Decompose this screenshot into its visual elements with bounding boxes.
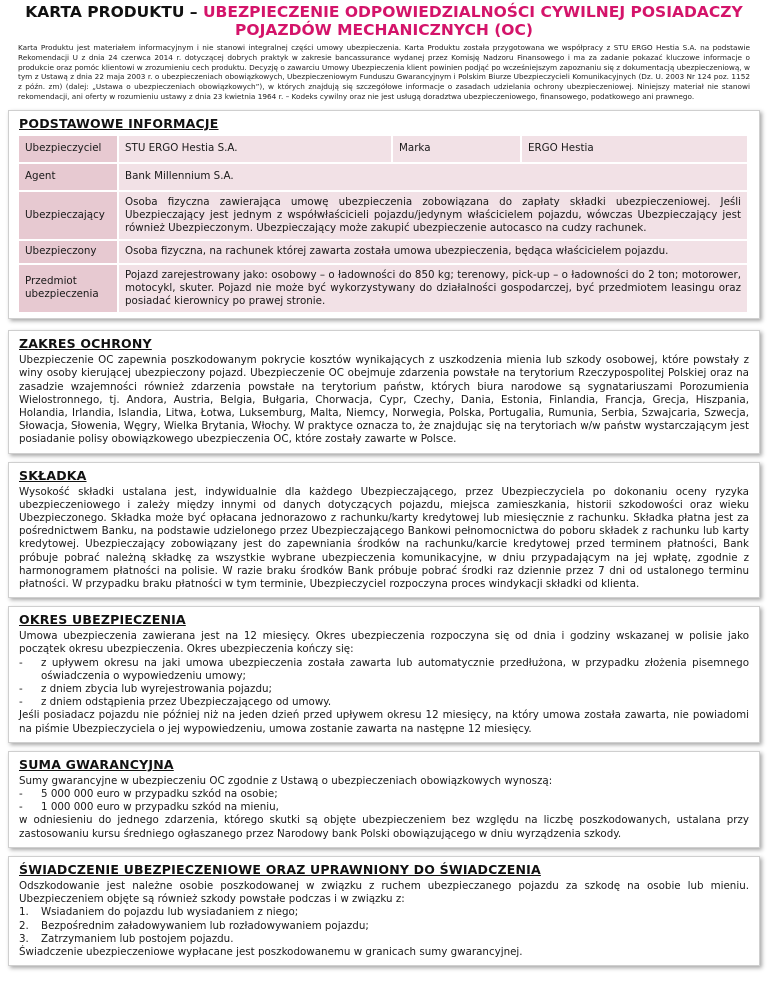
list-text: Wsiadaniem do pojazdu lub wysiadaniem z niego; [41,906,299,919]
section-guarantee-sum [8,751,760,848]
insurer-label: Ubezpieczyciel [19,136,119,162]
section-benefit [8,856,760,966]
list-text: 5 000 000 euro w przypadku szkód na osobie; [41,788,278,801]
list-marker: 2. [19,919,29,932]
section-basic-info [8,110,760,319]
subject-value: Pojazd zarejestrowany jako: osobowy – o ładowności do 850 kg; terenowy, pick-up – o ładowności do 2 ton; motorower, motocykl, skuter. Pojazd nie może być wykorzystywany do działalności gospodarczej, być przedmiotem leasingu oraz posiadać kierownicy po prawej stronie. [119,265,749,313]
list-item [19,788,749,801]
title-prefix: KARTA PRODUKTU – [25,3,203,21]
brand-label: Marka [393,136,522,162]
coverage-text: Ubezpieczenie OC zapewnia poszkodowanym pokrycie kosztów wynikających z uszkodzenia mienia lub szkody osobowej, które powstały z winy osoby kierującej ubezpieczony pojazd. Ubezpieczenie OC obejmuje zdarzenia powstałe na terytorium Rzeczypospolitej Polskiej oraz na zasadzie wzajemności również zdarzenia powstałe na terytorium państw, których biura narodowe są sygnatariuszami Porozumienia Wielostronnego, tj. Andora, Austria, Belgia, Bułgaria, Chorwacja, Cypr, Czechy, Dania, Estonia, Finlandia, Francja, Grecja, Hiszpania, Holandia, Irlandia, Islandia, Litwa, Łotwa, Luksemburg, Malta, Niemcy, Norwegia, Polska, Portugalia, Rumunia, Serbia, Szwajcaria, Szwecja, Słowacja, Słowenia, Węgry, Wielka Brytania, Włochy. W praktyce oznacza to, że znajdując się na terytoriach w/w państw wystarczającym jest posiadanie polisy obowiązkowego ubezpieczenia OC, które zostały zawarte w Polsce. [19,354,749,446]
list-marker: - [19,801,23,814]
section-title: PODSTAWOWE INFORMACJE [19,115,219,131]
basic-info-table [19,134,749,314]
premium-text: Wysokość składki ustalana jest, indywidualnie dla każdego Ubezpieczającego, przez Ubezpieczyciela po dokonaniu oceny ryzyka ubezpieczeniowego i zależy między innymi od danych dotyczących pojazdu, miejsca zamieszkania, historii szkodowości oraz wieku Ubezpieczonego. Składka może być opłacana jednorazowo z rachunku/karty kredytowej lub miesięcznie z rachunku. Składka płatna jest za pośrednictwem Banku, na podstawie udzielonego przez Ubezpieczającego Bankowi pełnomocnictwa do poboru składek z rachunku lub karty kredytowej. Ubezpieczający zobowiązany jest do zapewniania środków na rachunku/karcie kredytowej przed terminem płatności, Bank próbuje pobrać należną składkę za wszystkie wybrane ubezpieczenia komunikacyjne, w dniu przypadającym na jej wpłatę, zgodnie z harmonogramem płatności na polisie. W razie braku środków Bank próbuje pobrać środki raz dziennie przez 7 dni od ustalonego terminu płatności. W przypadku braku płatności w tym terminie, Ubezpieczyciel rozpoczyna proces windykacji składki od klienta. [19,485,749,591]
list-marker: - [19,696,23,709]
agent-label: Agent [19,164,119,190]
list-text: z upływem okresu na jaki umowa ubezpieczenia została zawarta lub automatycznie przedłużona, w przypadku złożenia pisemnego oświadczenia o wypowiedzeniu umowy; [41,656,749,682]
title-highlight: UBEZPIECZENIE ODPOWIEDZIALNOŚCI CYWILNEJ POSIADACZY POJAZDÓW MECHANICZNYCH (OC) [202,3,743,39]
period-outro: Jeśli posiadacz pojazdu nie później niż na jeden dzień przed upływem okresu 12 miesięcy, na który umowa została zawarta, nie powiadomi na piśmie Ubezpieczyciela o jej wypowiedzeniu, umowa zostanie zawarta na następne 12 miesięcy. [19,709,749,735]
list-marker: - [19,656,23,669]
list-marker: - [19,788,23,801]
insured-label: Ubezpieczony [19,241,119,262]
policyholder-value: Osoba fizyczna zawierająca umowę ubezpieczenia zobowiązana do zapłaty składki ubezpieczeniowej. Jeśli Ubezpieczający jest jednym z współwłaścicieli pojazdu/jedynym właścicielem pojazdu, wówczas Ubezpieczający jest również Ubezpieczonym. Ubezpieczający może zakupić ubezpieczenie autocasco na cudzy rachunek. [119,192,749,240]
list-marker: 1. [19,906,29,919]
list-text: Bezpośrednim załadowywaniem lub rozładowywaniem pojazdu; [41,919,369,932]
list-text: z dniem odstąpienia przez Ubezpieczającego od umowy. [41,696,332,709]
list-marker: - [19,683,23,696]
intro-disclaimer: Karta Produktu jest materiałem informacyjnym i nie stanowi integralnej części umowy ubezpieczenia. Karta Produktu została przygotowana we współpracy z STU ERGO Hestia S.A. na podstawie Rekomendacji U z dnia 24 czerwca 2014 r. dotyczącej dobrych praktyk w zakresie bancassurance wydanej przez Komisję Nadzoru Finansowego i ma za zadanie pokazać kluczowe informacje o produkcie oraz pomóc klientowi w zrozumieniu cech produktu. Decyzję o zawarciu Umowy Ubezpieczenia klient powinien podjąć po wcześniejszym zapoznaniu się z dokumentacją ubezpieczeniową, w tym z Ustawą z dnia 22 maja 2003 r. o ubezpieczeniach obowiązkowych, Ubezpieczeniowym Funduszu Gwarancyjnym i Polskim Biurze Ubezpieczycieli Komunikacyjnych (Dz. U. 2003 Nr 124 poz. 1152 z późn. zm) (dalej: „Ustawa o ubezpieczeniach obowiązkowych”), w których znajdują się szczegółowe informacje o zasadach udzielania ochrony ubezpieczeniowej. Niniejszy materiał nie stanowi rekomendacji, ani oferty w rozumieniu ustawy z dnia 23 kwietnia 1964 r. – Kodeks cywilny oraz nie jest usługą doradztwa ubezpieczeniowego, finansowego, podatkowego ani prawnego. [18,43,750,101]
section-premium [8,462,760,599]
subject-label: Przedmiot ubezpieczenia [19,265,119,313]
section-title: OKRES UBEZPIECZENIA [19,612,186,628]
list-marker: 3. [19,932,29,945]
table-row [19,164,749,190]
benefit-outro: Świadczenie ubezpieczeniowe wypłacane jest poszkodowanemu w granicach sumy gwarancyjnej. [19,945,523,958]
section-title: ZAKRES OCHRONY [19,336,152,352]
table-row [19,136,749,162]
brand-value: ERGO Hestia [522,136,749,162]
page-header [0,0,768,102]
list-item [19,657,749,683]
section-coverage [8,330,760,453]
list-item [19,801,749,814]
list-text: 1 000 000 euro w przypadku szkód na mieniu, [41,801,279,814]
period-intro: Umowa ubezpieczenia zawierana jest na 12 miesięcy. Okres ubezpieczenia rozpoczyna się od dnia i godziny wskazanej w polisie jako początek okresu ubezpieczenia. Okres ubezpieczenia kończy się: [19,630,749,656]
section-period [8,606,760,743]
section-title: ŚWIADCZENIE UBEZPIECZENIOWE ORAZ UPRAWNIONY DO ŚWIADCZENIA [19,861,541,877]
insured-value: Osoba fizyczna, na rachunek której zawarta została umowa ubezpieczenia, będąca właścicielem pojazdu. [119,241,749,262]
section-title: SKŁADKA [19,467,87,483]
table-row [19,265,749,313]
list-text: Zatrzymaniem lub postojem pojazdu. [41,932,234,945]
page-title [16,0,752,39]
table-row [19,192,749,240]
list-item [19,933,749,946]
sum-intro: Sumy gwarancyjne w ubezpieczeniu OC zgodnie z Ustawą o ubezpieczeniach obowiązkowych wynoszą: [19,774,553,787]
benefit-intro: Odszkodowanie jest należne osobie poszkodowanej w związku z ruchem ubezpieczanego pojazdu za szkodę na osobie lub mieniu. Ubezpieczeniem objęte są również szkody powstałe podczas i w związku z: [19,879,749,906]
list-item [19,920,749,933]
agent-value: Bank Millennium S.A. [119,164,749,190]
section-title: SUMA GWARANCYJNA [19,756,174,772]
sum-outro: w odniesieniu do jednego zdarzenia, którego skutki są objęte ubezpieczeniem bez względu na liczbę poszkodowanych, ustalana przy zastosowaniu kursu średniego ogłaszanego przez Narodowy bank Polski obowiązującego w dniu wyrządzenia szkody. [19,814,749,840]
insurer-value: STU ERGO Hestia S.A. [119,136,393,162]
list-item [19,683,749,696]
policyholder-label: Ubezpieczający [19,192,119,240]
table-row [19,241,749,262]
list-text: z dniem zbycia lub wyrejestrowania pojazdu; [41,683,272,696]
list-item [19,696,749,709]
list-item [19,906,749,919]
